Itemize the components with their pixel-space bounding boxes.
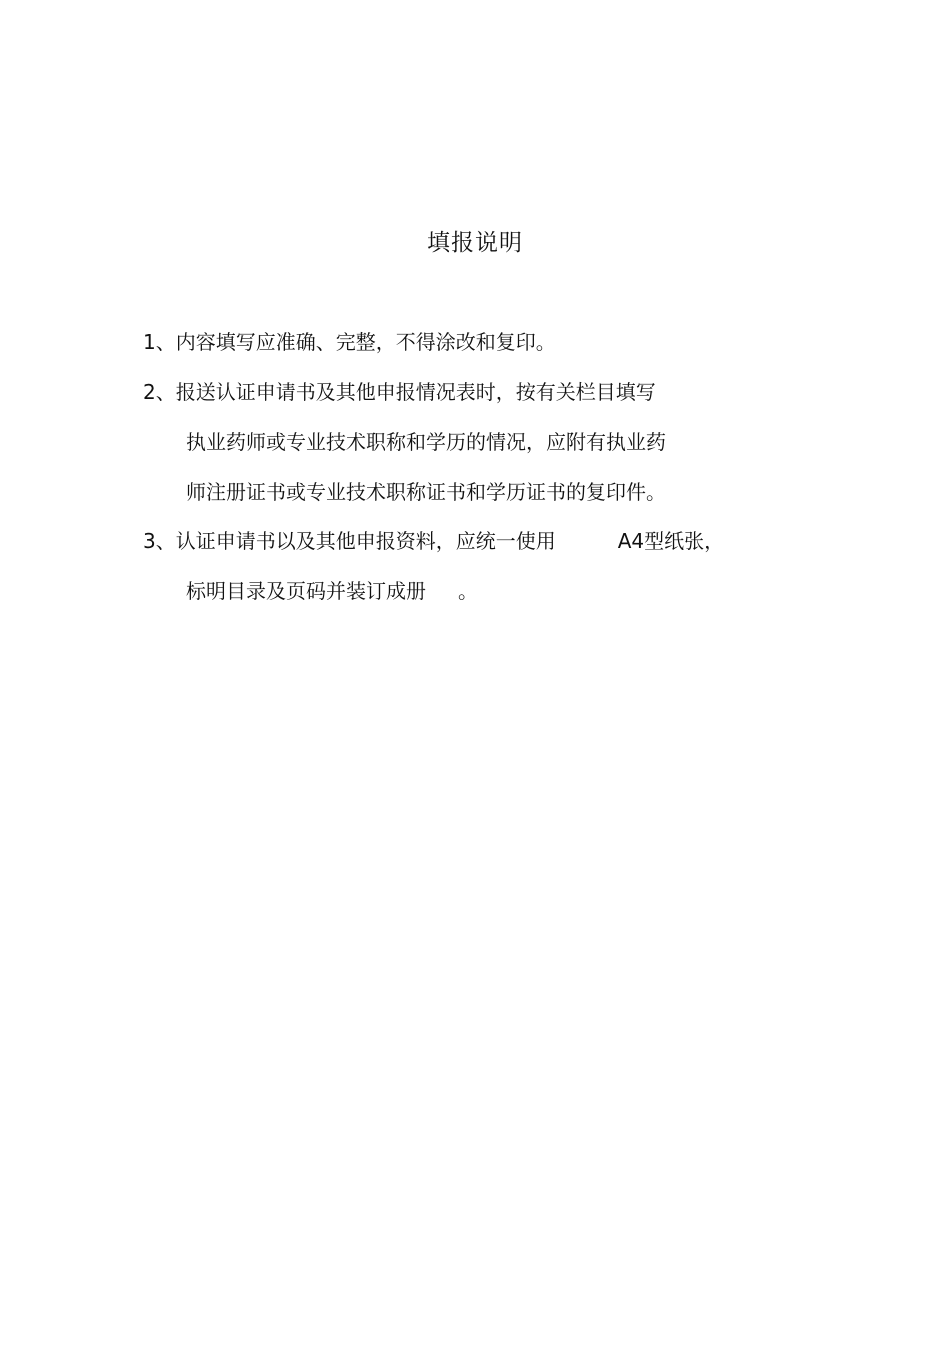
item-end-punctuation: 。 bbox=[458, 579, 478, 603]
item-number: 2、 bbox=[143, 380, 176, 404]
instruction-item-2-continuation bbox=[186, 427, 666, 457]
instruction-item-3 bbox=[143, 526, 724, 556]
item-text: 认证申请书以及其他申报资料，应统一使用 bbox=[175, 529, 556, 553]
paper-size: A4 bbox=[617, 529, 645, 553]
item-text: 标明目录及页码并装订成册 bbox=[186, 579, 426, 603]
instruction-item-2-continuation bbox=[186, 477, 666, 507]
item-number: 3、 bbox=[143, 529, 176, 553]
instruction-item-1 bbox=[143, 327, 556, 357]
item-text: 内容填写应准确、完整，不得涂改和复印。 bbox=[175, 330, 556, 354]
item-text: 型纸张， bbox=[644, 529, 725, 553]
item-text: 师注册证书或专业技术职称证书和学历证书的复印件。 bbox=[186, 480, 666, 504]
item-number: 1、 bbox=[143, 330, 176, 354]
item-text: 报送认证申请书及其他申报情况表时，按有关栏目填写 bbox=[175, 380, 656, 404]
instruction-item-3-continuation bbox=[186, 576, 478, 606]
item-text: 执业药师或专业技术职称和学历的情况，应附有执业药 bbox=[186, 430, 666, 454]
instruction-item-2 bbox=[143, 377, 656, 407]
page-title: 填报说明 bbox=[427, 230, 523, 256]
